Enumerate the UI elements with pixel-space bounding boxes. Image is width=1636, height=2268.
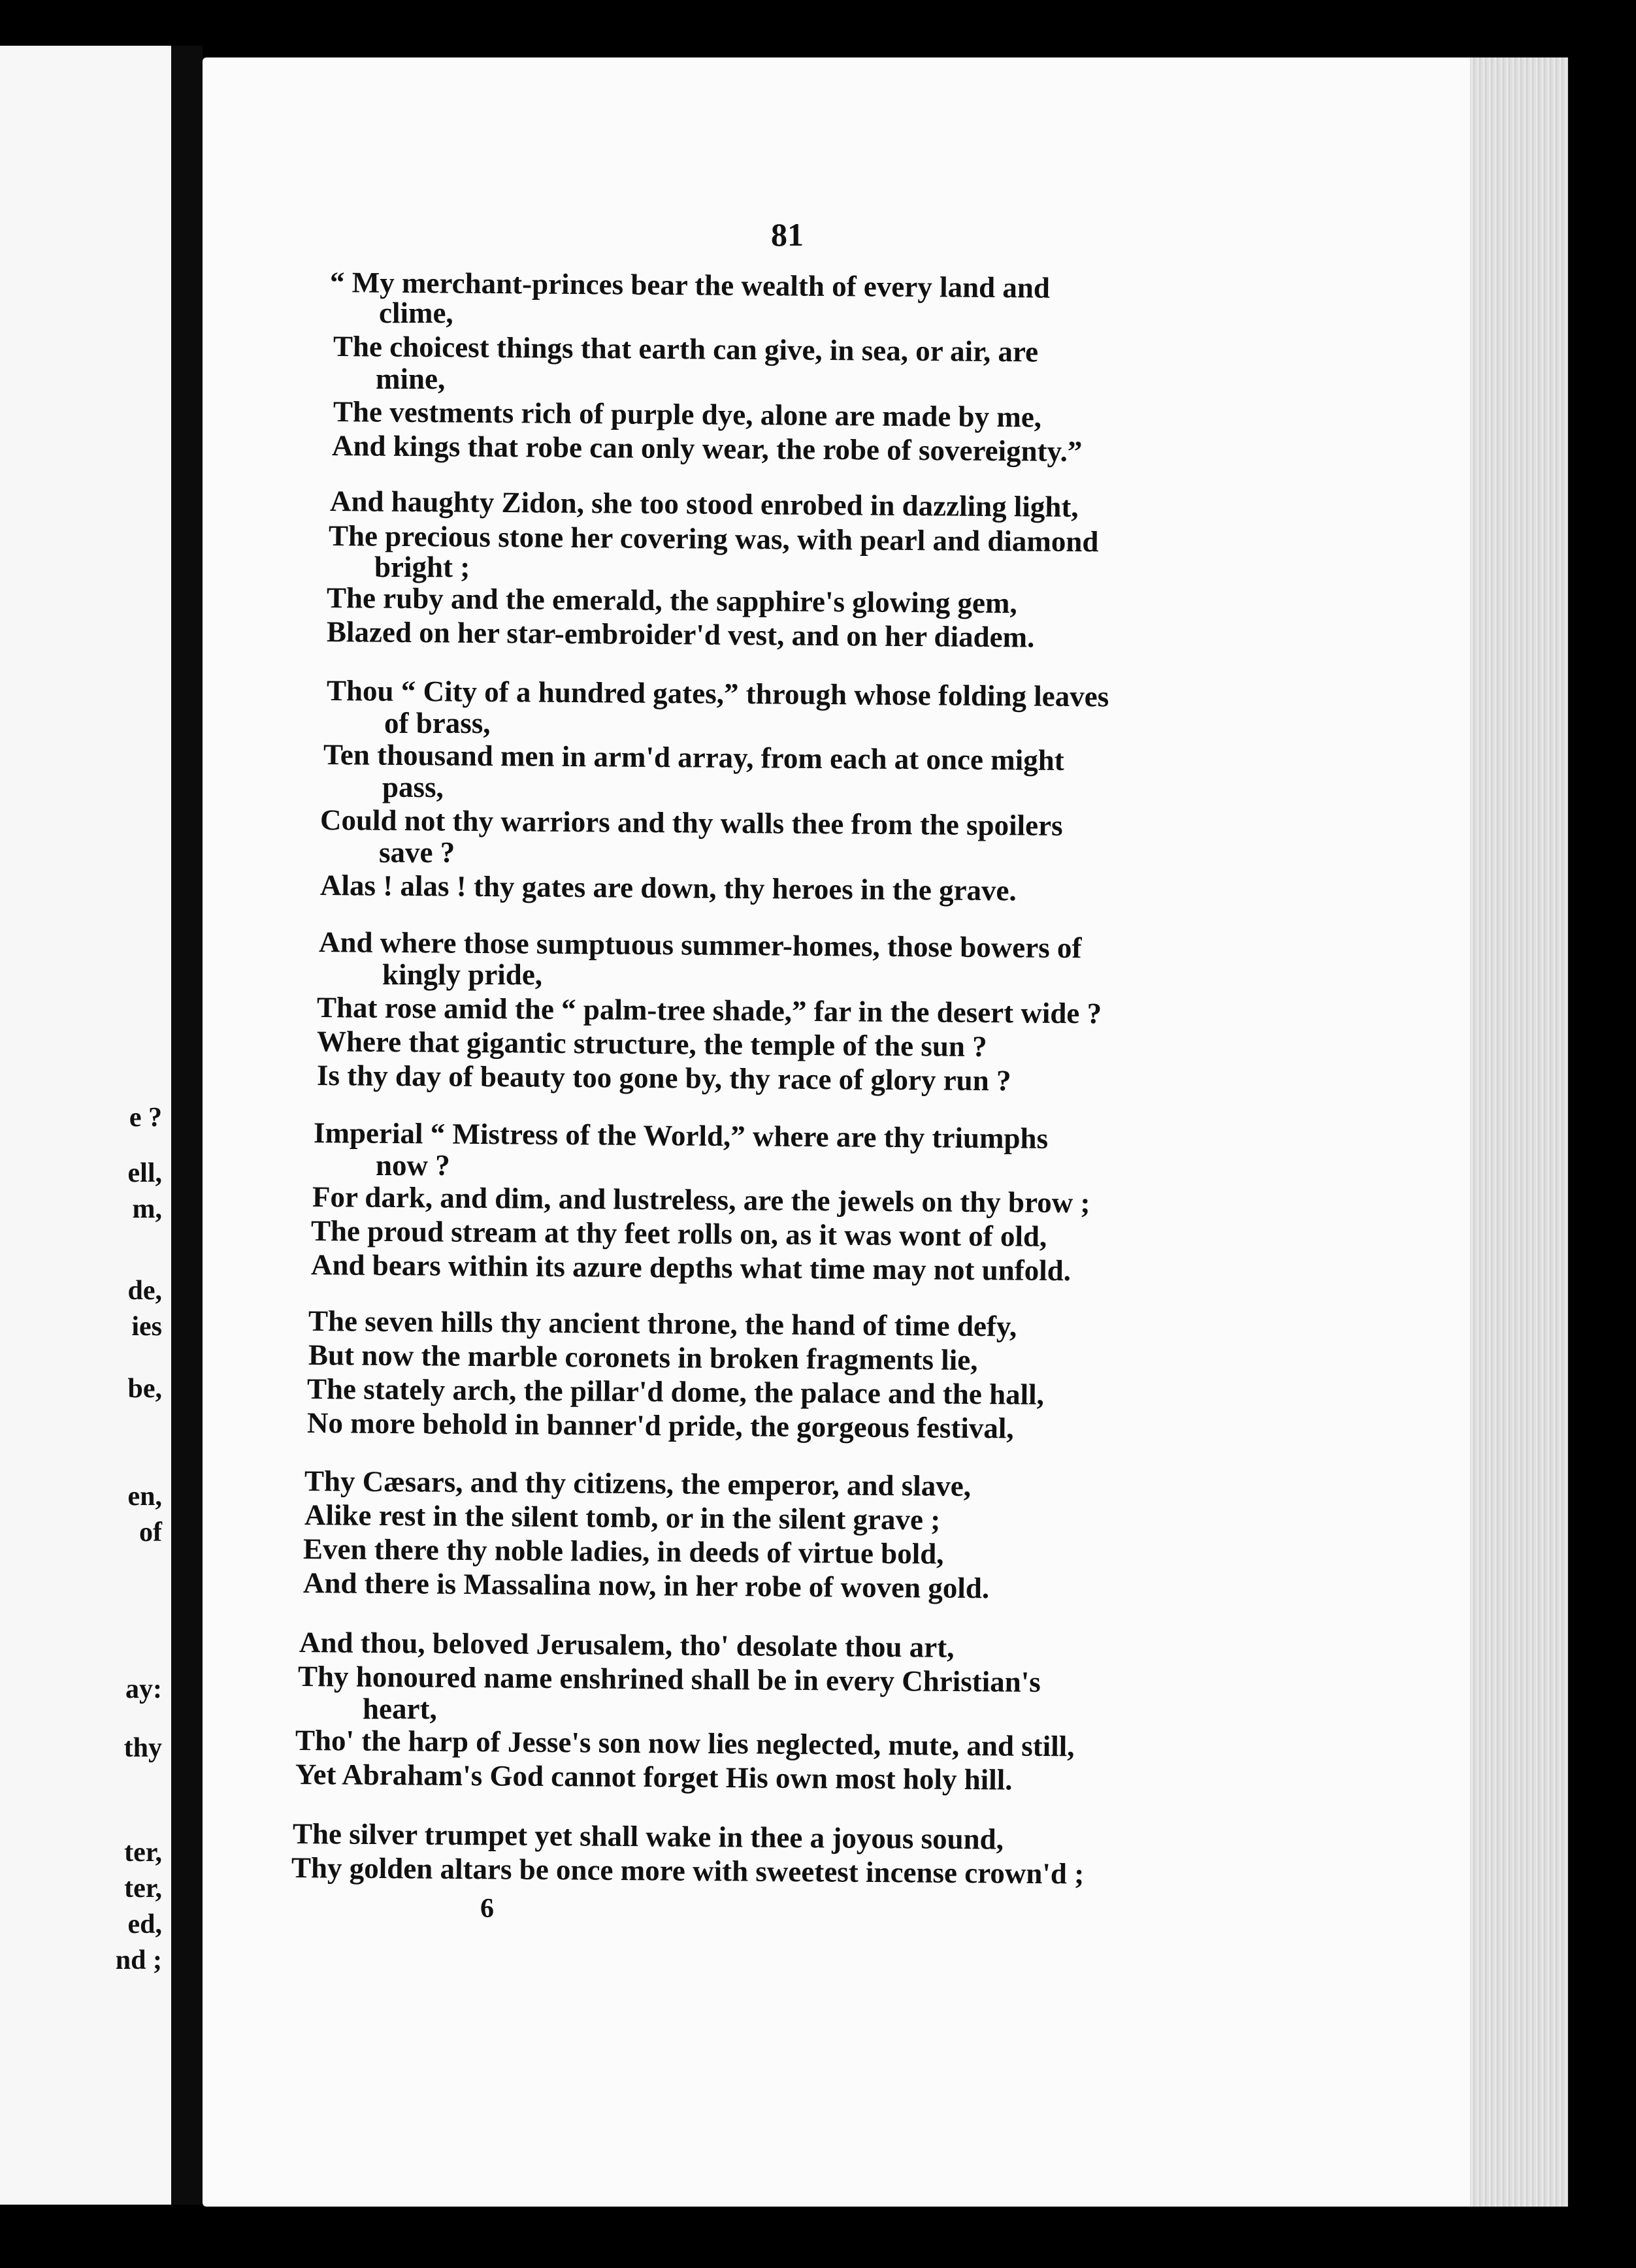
poem-line: kingly pride, bbox=[382, 958, 543, 991]
poem-line: For dark, and dim, and lustreless, are the jewels on thy brow ; bbox=[312, 1180, 1090, 1220]
poem-line: And there is Massalina now, in her robe of woven gold. bbox=[303, 1566, 990, 1605]
left-fragment: m, bbox=[132, 1194, 162, 1224]
poem-line: Tho' the harp of Jesse's son now lies neglected, mute, and still, bbox=[295, 1724, 1075, 1763]
poem-line: And where those sumptuous summer-homes, those bowers of bbox=[318, 926, 1082, 965]
poem-line: The precious stone her covering was, with pearl and diamond bbox=[328, 519, 1099, 559]
poem-line: Alike rest in the silent tomb, or in the silent grave ; bbox=[304, 1498, 941, 1536]
poem-line: Could not thy warriors and thy walls thee from the spoilers bbox=[319, 803, 1063, 842]
poem-line: Thy Cæsars, and thy citizens, the emperor, and slave, bbox=[304, 1465, 972, 1503]
poem-line: The vestments rich of purple dye, alone are made by me, bbox=[333, 395, 1042, 434]
left-fragment: ies bbox=[131, 1312, 162, 1342]
poem-line: Where that gigantic structure, the temple of the sun ? bbox=[316, 1025, 987, 1063]
signature-mark: 6 bbox=[480, 1894, 494, 1924]
poem-line: And kings that robe can only wear, the robe of sovereignty.” bbox=[331, 429, 1083, 468]
left-fragment: ell, bbox=[127, 1158, 162, 1188]
poem-line: bright ; bbox=[374, 551, 470, 583]
poem-line: Alas ! alas ! thy gates are down, thy heroes in the grave. bbox=[319, 869, 1017, 907]
poem-line: The stately arch, the pillar'd dome, the palace and the hall, bbox=[306, 1372, 1045, 1411]
poem-line: The seven hills thy ancient throne, the hand of time defy, bbox=[308, 1304, 1017, 1343]
poem-line: heart, bbox=[363, 1693, 437, 1725]
poem-line: The ruby and the emerald, the sapphire's glowing gem, bbox=[326, 581, 1017, 620]
book-gutter bbox=[171, 46, 203, 2205]
left-page bbox=[0, 46, 171, 2205]
poem-line: Thy honoured name enshrined shall be in every Christian's bbox=[297, 1660, 1041, 1698]
poem-line: The silver trumpet yet shall wake in thee a joyous sound, bbox=[292, 1817, 1004, 1856]
left-fragment: be, bbox=[127, 1374, 162, 1404]
left-fragment: ter, bbox=[124, 1873, 162, 1904]
left-fragment: e ? bbox=[129, 1103, 162, 1133]
poem-line: now ? bbox=[376, 1149, 450, 1182]
left-fragment: de, bbox=[127, 1276, 162, 1306]
page-number: 81 bbox=[771, 216, 804, 253]
poem-line: Imperial “ Mistress of the World,” where are thy triumphs bbox=[313, 1116, 1049, 1155]
poem-line: save ? bbox=[379, 836, 455, 869]
poem-line: The choicest things that earth can give, in sea, or air, are bbox=[333, 330, 1039, 368]
left-fragment: ter, bbox=[124, 1838, 162, 1868]
poem-line: And haughty Zidon, she too stood enrobed in dazzling light, bbox=[329, 485, 1079, 523]
left-fragment: nd ; bbox=[115, 1945, 162, 1975]
poem-line: “ My merchant-princes bear the wealth of every land and bbox=[329, 266, 1051, 304]
poem-line: Thou “ City of a hundred gates,” through whose folding leaves bbox=[326, 674, 1109, 713]
poem-line: Is thy day of beauty too gone by, thy race of glory run ? bbox=[316, 1059, 1011, 1097]
page-edge bbox=[1470, 57, 1568, 2207]
poem-line: mine, bbox=[376, 363, 446, 395]
poem-line: Even there thy noble ladies, in deeds of virtue bold, bbox=[303, 1532, 944, 1570]
left-fragment: thy bbox=[123, 1733, 162, 1763]
poem-line: Ten thousand men in arm'd array, from each at once might bbox=[323, 738, 1064, 777]
poem-line: Thy golden altars be once more with sweetest incense crown'd ; bbox=[291, 1851, 1085, 1890]
left-fragment: en, bbox=[127, 1482, 162, 1512]
poem-line: And bears within its azure depths what time may not unfold. bbox=[310, 1248, 1072, 1288]
poem-line: Yet Abraham's God cannot forget His own most holy hill. bbox=[295, 1758, 1013, 1796]
left-fragment: of bbox=[139, 1517, 162, 1547]
poem-line: of brass, bbox=[384, 707, 491, 739]
left-fragment: ay: bbox=[125, 1674, 162, 1704]
poem-line: Blazed on her star-embroider'd vest, and on her diadem. bbox=[326, 615, 1035, 654]
poem-line: clime, bbox=[379, 297, 453, 329]
poem-line: And thou, beloved Jerusalem, tho' desolate thou art, bbox=[299, 1626, 955, 1664]
left-fragment: ed, bbox=[127, 1909, 162, 1939]
poem-line: pass, bbox=[382, 771, 444, 803]
poem-line: But now the marble coronets in broken fragments lie, bbox=[308, 1338, 978, 1377]
poem-line: The proud stream at thy feet rolls on, as it was wont of old, bbox=[310, 1214, 1047, 1253]
poem-line: No more behold in banner'd pride, the gorgeous festival, bbox=[306, 1406, 1014, 1445]
poem-line: That rose amid the “ palm-tree shade,” far in the desert wide ? bbox=[316, 991, 1102, 1030]
